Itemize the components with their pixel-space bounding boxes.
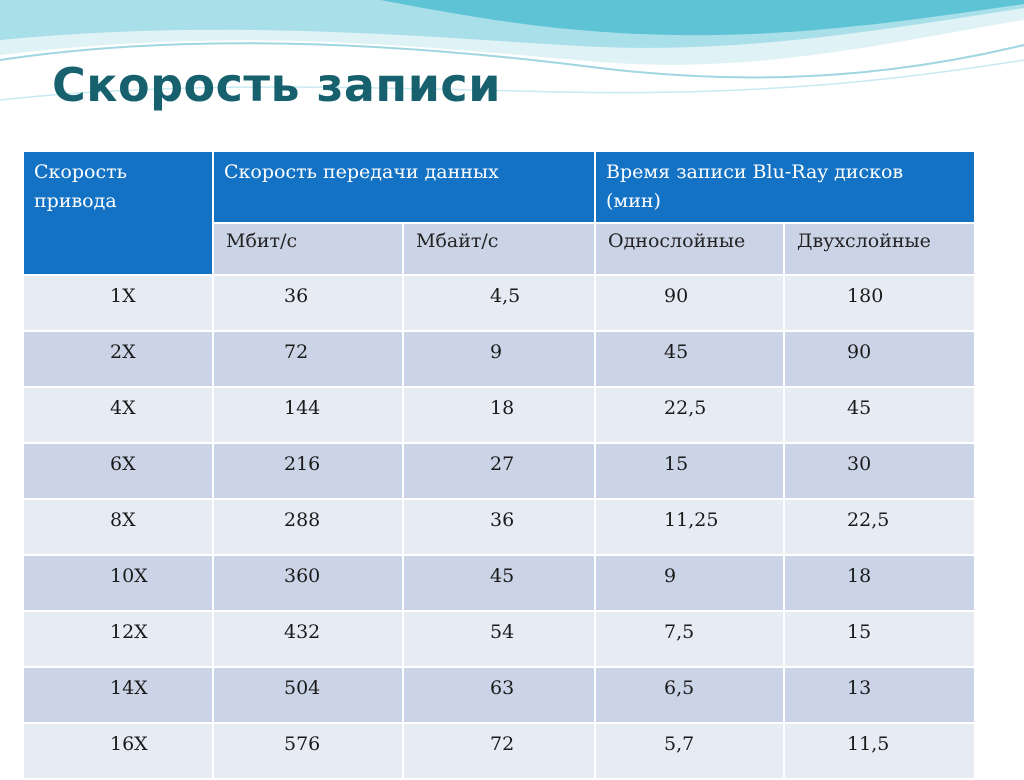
table-row [23, 723, 975, 779]
recording-speed-table [22, 150, 976, 780]
cell-mbit: 36 [213, 275, 403, 331]
cell-mbyte: 36 [403, 499, 595, 555]
cell-dual-layer: 11,5 [784, 723, 975, 779]
cell-single-layer: 5,7 [595, 723, 784, 779]
cell-mbit: 576 [213, 723, 403, 779]
page-title: Скорость записи [52, 58, 501, 112]
cell-dual-layer: 30 [784, 443, 975, 499]
cell-dual-layer: 180 [784, 275, 975, 331]
table-row [23, 667, 975, 723]
cell-mbit: 72 [213, 331, 403, 387]
cell-speed: 1X [23, 275, 213, 331]
subheader-dual-layer: Двухслойные [784, 223, 975, 275]
cell-speed: 10X [23, 555, 213, 611]
subheader-mbit: Мбит/с [213, 223, 403, 275]
cell-speed: 4X [23, 387, 213, 443]
cell-speed: 16X [23, 723, 213, 779]
cell-single-layer: 22,5 [595, 387, 784, 443]
cell-mbyte: 27 [403, 443, 595, 499]
table-row [23, 443, 975, 499]
table-row [23, 387, 975, 443]
cell-mbyte: 18 [403, 387, 595, 443]
cell-mbyte: 72 [403, 723, 595, 779]
cell-mbyte: 54 [403, 611, 595, 667]
cell-speed: 14X [23, 667, 213, 723]
cell-single-layer: 15 [595, 443, 784, 499]
header-drive-speed: Скорость привода [23, 151, 213, 275]
cell-speed: 2X [23, 331, 213, 387]
header-recording-time: Время записи Blu-Ray дисков (мин) [595, 151, 975, 223]
table-row [23, 611, 975, 667]
cell-mbit: 288 [213, 499, 403, 555]
cell-mbit: 360 [213, 555, 403, 611]
cell-speed: 6X [23, 443, 213, 499]
cell-mbit: 216 [213, 443, 403, 499]
table-row [23, 555, 975, 611]
cell-single-layer: 90 [595, 275, 784, 331]
cell-mbit: 504 [213, 667, 403, 723]
cell-mbit: 144 [213, 387, 403, 443]
header-transfer-rate: Скорость передачи данных [213, 151, 595, 223]
cell-mbyte: 45 [403, 555, 595, 611]
cell-speed: 12X [23, 611, 213, 667]
cell-single-layer: 6,5 [595, 667, 784, 723]
cell-dual-layer: 90 [784, 331, 975, 387]
subheader-single-layer: Однослойные [595, 223, 784, 275]
cell-mbit: 432 [213, 611, 403, 667]
subheader-mbyte: Мбайт/с [403, 223, 595, 275]
cell-dual-layer: 13 [784, 667, 975, 723]
cell-single-layer: 11,25 [595, 499, 784, 555]
cell-dual-layer: 45 [784, 387, 975, 443]
table-row [23, 499, 975, 555]
cell-mbyte: 63 [403, 667, 595, 723]
table-row [23, 331, 975, 387]
cell-single-layer: 9 [595, 555, 784, 611]
cell-dual-layer: 18 [784, 555, 975, 611]
cell-single-layer: 7,5 [595, 611, 784, 667]
cell-mbyte: 9 [403, 331, 595, 387]
cell-single-layer: 45 [595, 331, 784, 387]
cell-speed: 8X [23, 499, 213, 555]
cell-dual-layer: 15 [784, 611, 975, 667]
cell-mbyte: 4,5 [403, 275, 595, 331]
cell-dual-layer: 22,5 [784, 499, 975, 555]
table-row [23, 275, 975, 331]
